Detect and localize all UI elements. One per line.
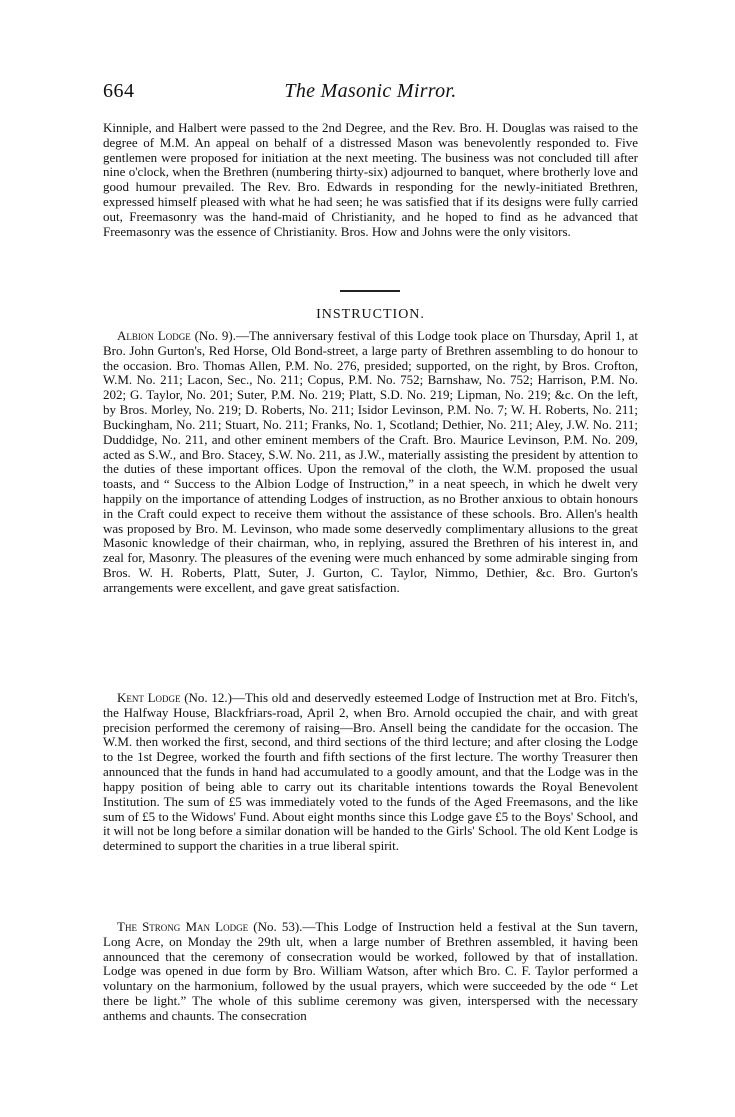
lodge-name: Kent Lodge [117, 690, 181, 705]
lead-paragraph: Kinniple, and Halbert were passed to the 2nd Degree, and the Rev. Bro. H. Douglas was raised to the degree of M.M. An appeal on behalf of a distressed Mason was benevolently responded to. Five gentlemen were proposed for initiation at the next meeting. The business was not concluded till after nine o'clock, when the Brethren (numbering thirty-six) adjourned to banquet, where brotherly love and good humour prevailed. The Rev. Bro. Edwards in responding for the newly-initiated Brethren, expressed himself pleased with what he had seen; he was satisfied that if its designs were fully carried out, Freemasonry was the hand-maid of Christianity, and he hoped to find as he advanced that Freemasonry was the essence of Christianity. Bros. How and Johns were the only visitors. [103, 120, 638, 239]
article-kent-lodge [103, 691, 638, 854]
article-strong-man-lodge [103, 920, 638, 1024]
article-text: (No. 9).—The anniversary festival of this Lodge took place on Thursday, April 1, at Bro. John Gurton's, Red Horse, Old Bond-street, a large party of Brethren assembling to do honour to the occasion. Bro. Thomas Allen, P.M. No. 276, presided; supported, on the right, by Bros. Crofton, W.M. No. 211; Lacon, Sec., No. 211; Copus, P.M. No. 752; Barnshaw, No. 752; Harrison, P.M. No. 202; G. Taylor, No. 201; Suter, P.M. No. 219; Platt, S.D. No. 219; Lipman, No. 219; &c. On the left, by Bros. Morley, No. 219; D. Roberts, No. 211; Isidor Levinson, P.M. No. 7; W. H. Roberts, No. 211; Buckingham, No. 211; Stuart, No. 211; Franks, No. 1, Scotland; Dethier, No. 211; Aley, J.W. No. 211; Duddidge, No. 211, and other eminent members of the Craft. Bro. Maurice Levinson, P.M. No. 209, acted as S.W., and Bro. Stacey, S.W. No. 211, as J.W., materially assisting the president by attention to the duties of these important offices. Upon the removal of the cloth, the W.M. proposed the usual toasts, and “ Success to the Albion Lodge of Instruction,” in a neat speech, in which he dwelt very happily on the importance of attending Lodges of instruction, as no Brother anxious to obtain honours in the Craft could expect to receive them without the assistance of these schools. Bro. Allen's health was proposed by Bro. M. Levinson, who made some deservedly complimentary allusions to the great Masonic knowledge of their chairman, who, in replying, assured the Brethren of his interest in, and zeal for, Masonry. The pleasures of the evening were much enhanced by some admirable singing from Bros. W. H. Roberts, Platt, Suter, J. Gurton, C. Taylor, Nimmo, Dethier, &c. Bro. Gurton's arrangements were excellent, and gave great satisfaction. [103, 328, 638, 595]
page-header [103, 80, 638, 104]
article-text: (No. 53).—This Lodge of Instruction held a festival at the Sun tavern, Long Acre, on Monday the 29th ult, when a large number of Brethren assembled, it having been announced that the ceremony of consecration would be worked, followed by that of installation. Lodge was opened in due form by Bro. William Watson, after which Bro. C. F. Taylor performed a voluntary on the harmonium, followed by the usual prayers, which were succeeded by the ode “ Let there be light.” The whole of this sublime ceremony was given, interspersed with the necessary anthems and chaunts. The consecration [103, 919, 638, 1023]
section-title: INSTRUCTION. [316, 307, 425, 322]
running-title: The Masonic Mirror. [284, 80, 457, 102]
article-text: (No. 12.)—This old and deservedly esteemed Lodge of Instruction met at Bro. Fitch's, the Halfway House, Blackfriars-road, April 2, when Bro. Arnold occupied the chair, and with great precision performed the ceremony of raising—Bro. Ansell being the candidate for the occasion. The W.M. then worked the first, second, and third sections of the third lecture; and after closing the Lodge to the 1st Degree, worked the fourth and fifth sections of the first lecture. The worthy Treasurer then announced that the funds in hand had accumulated to a goodly amount, and that the Lodge was in the happy position of being able to carry out its charitable intentions towards the Royal Benevolent Institution. The sum of £5 was immediately voted to the funds of the Aged Freemasons, and the like sum of £5 to the Widows' Fund. About eight months since this Lodge gave £5 to the Boys' School, and it will not be long before a similar donation will be handed to the Girls' School. The old Kent Lodge is determined to support the charities in a true liberal spirit. [103, 690, 639, 854]
lodge-name: Albion Lodge [117, 328, 191, 343]
article-albion-lodge [103, 329, 638, 596]
section-divider [340, 290, 400, 292]
page-number: 664 [103, 80, 135, 102]
lodge-name: The Strong Man Lodge [117, 919, 249, 934]
